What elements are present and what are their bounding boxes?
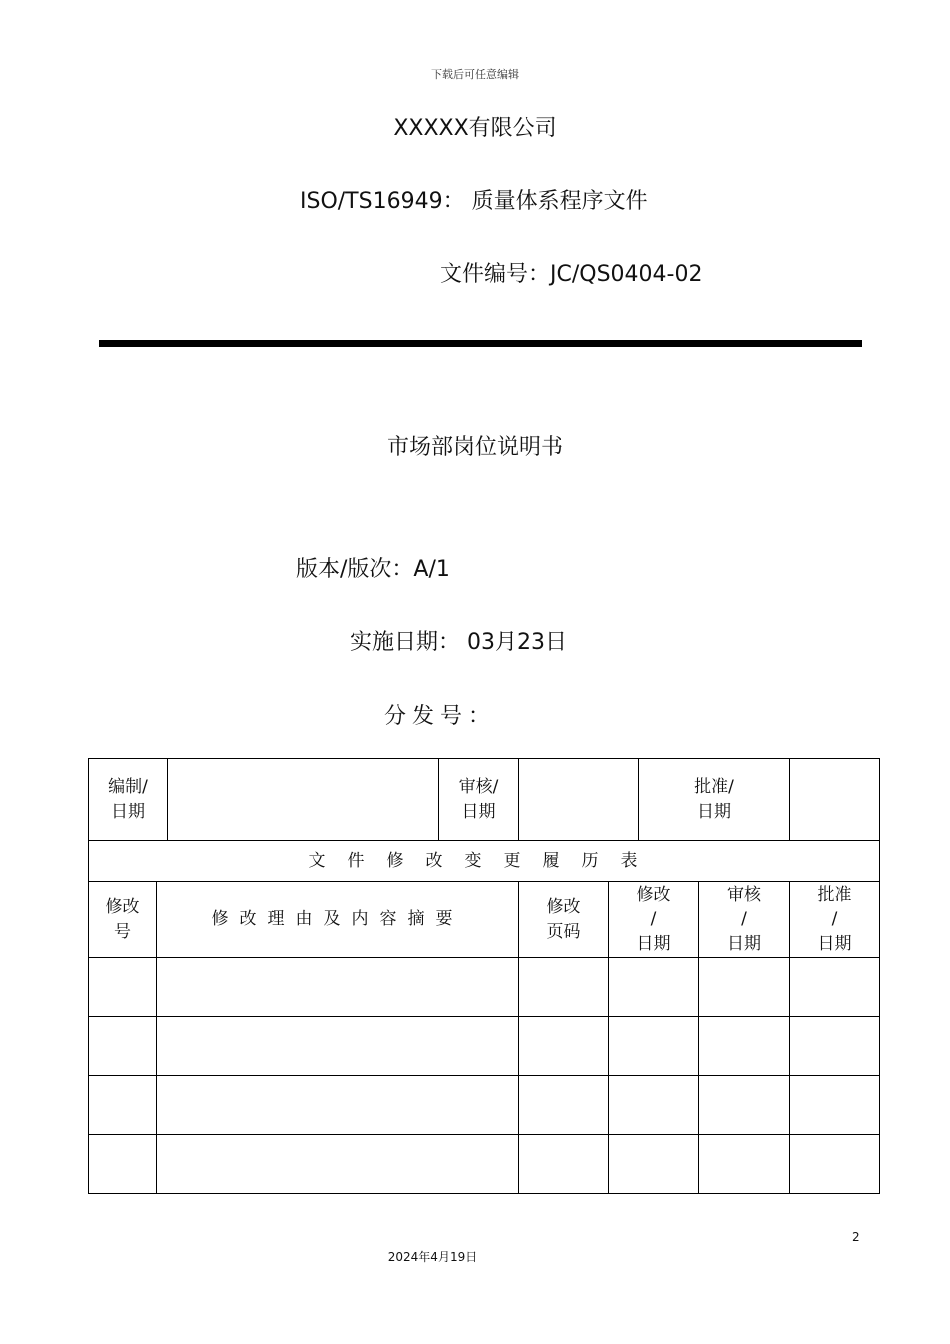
col-modified-line3: 日期 — [636, 933, 671, 954]
cell-revision-no[interactable] — [89, 958, 157, 1017]
document-number: 文件编号：JC/QS0404-02 — [440, 262, 703, 287]
history-title-text: 文件修改变更履历表 — [308, 850, 660, 871]
history-title-row — [89, 841, 880, 882]
cell-page[interactable] — [519, 1017, 609, 1076]
col-summary — [157, 882, 519, 958]
cell-reviewed-date[interactable] — [699, 1076, 790, 1135]
cell-reviewed-date[interactable] — [699, 1135, 790, 1194]
prepared-label-cell — [89, 759, 168, 841]
history-title — [89, 841, 880, 882]
col-reviewed-date — [699, 882, 790, 958]
reviewed-label-cell — [439, 759, 519, 841]
col-approved-line2: / — [831, 909, 838, 930]
col-revision-no-line1: 修改 — [105, 896, 140, 917]
company-name: XXXXX有限公司 — [393, 116, 557, 141]
col-reviewed-line2: / — [741, 909, 747, 930]
col-summary-text: 修改理由及内容摘要 — [211, 909, 464, 930]
cell-revision-no[interactable] — [89, 1017, 157, 1076]
col-page — [519, 882, 609, 958]
col-approved-line3: 日期 — [817, 933, 852, 954]
cell-reviewed-date[interactable] — [699, 958, 790, 1017]
cell-approved-date[interactable] — [790, 1017, 880, 1076]
cell-approved-date[interactable] — [790, 1135, 880, 1194]
col-approved-date — [790, 882, 880, 958]
col-page-line1: 修改 — [546, 896, 581, 917]
col-modified-line2: / — [650, 909, 657, 930]
cell-page[interactable] — [519, 1135, 609, 1194]
history-header-row — [89, 882, 880, 958]
cell-modified-date[interactable] — [609, 958, 699, 1017]
page-number: 2 — [852, 1230, 860, 1244]
col-modified-date — [609, 882, 699, 958]
approval-row — [89, 759, 880, 841]
prepared-date-label: 日期 — [111, 801, 145, 822]
cell-page[interactable] — [519, 958, 609, 1017]
version-line: 版本/版次：A/1 — [296, 557, 450, 582]
cell-summary[interactable] — [157, 958, 519, 1017]
col-reviewed-line3: 日期 — [727, 933, 762, 954]
cell-summary[interactable] — [157, 1135, 519, 1194]
table-row — [89, 1076, 880, 1135]
cell-page[interactable] — [519, 1076, 609, 1135]
table-row — [89, 958, 880, 1017]
cell-revision-no[interactable] — [89, 1135, 157, 1194]
cell-modified-date[interactable] — [609, 1135, 699, 1194]
prepared-label: 编制/ — [108, 776, 148, 797]
cell-summary[interactable] — [157, 1076, 519, 1135]
table-row — [89, 1135, 880, 1194]
table-row — [89, 1017, 880, 1076]
footer-date: 2024年4月19日 — [387, 1250, 478, 1264]
reviewed-value-cell[interactable] — [519, 759, 639, 841]
col-approved-line1: 批准 — [817, 884, 852, 905]
prepared-value-cell[interactable] — [168, 759, 439, 841]
header-rule — [99, 340, 862, 347]
header-note: 下载后可任意编辑 — [431, 68, 519, 81]
approved-label-cell — [639, 759, 790, 841]
approved-label: 批准/ — [694, 776, 734, 797]
col-revision-no-line2: 号 — [114, 921, 131, 942]
approved-date-label: 日期 — [697, 801, 732, 822]
cell-reviewed-date[interactable] — [699, 1017, 790, 1076]
reviewed-date-label: 日期 — [461, 801, 496, 822]
cell-modified-date[interactable] — [609, 1076, 699, 1135]
cell-approved-date[interactable] — [790, 1076, 880, 1135]
cell-approved-date[interactable] — [790, 958, 880, 1017]
cell-modified-date[interactable] — [609, 1017, 699, 1076]
col-page-line2: 页码 — [546, 921, 581, 942]
col-revision-no — [89, 882, 157, 958]
col-modified-line1: 修改 — [636, 884, 671, 905]
approved-value-cell[interactable] — [790, 759, 880, 841]
cell-summary[interactable] — [157, 1017, 519, 1076]
document-title: 市场部岗位说明书 — [386, 435, 563, 460]
quality-system-line: ISO/TS16949： 质量体系程序文件 — [300, 189, 648, 214]
cell-revision-no[interactable] — [89, 1076, 157, 1135]
revision-form-table — [88, 758, 880, 1194]
reviewed-label: 审核/ — [458, 776, 499, 797]
distribution-number: 分发号： — [384, 704, 497, 729]
implementation-date: 实施日期： 03月23日 — [350, 630, 567, 655]
col-reviewed-line1: 审核 — [727, 884, 762, 905]
